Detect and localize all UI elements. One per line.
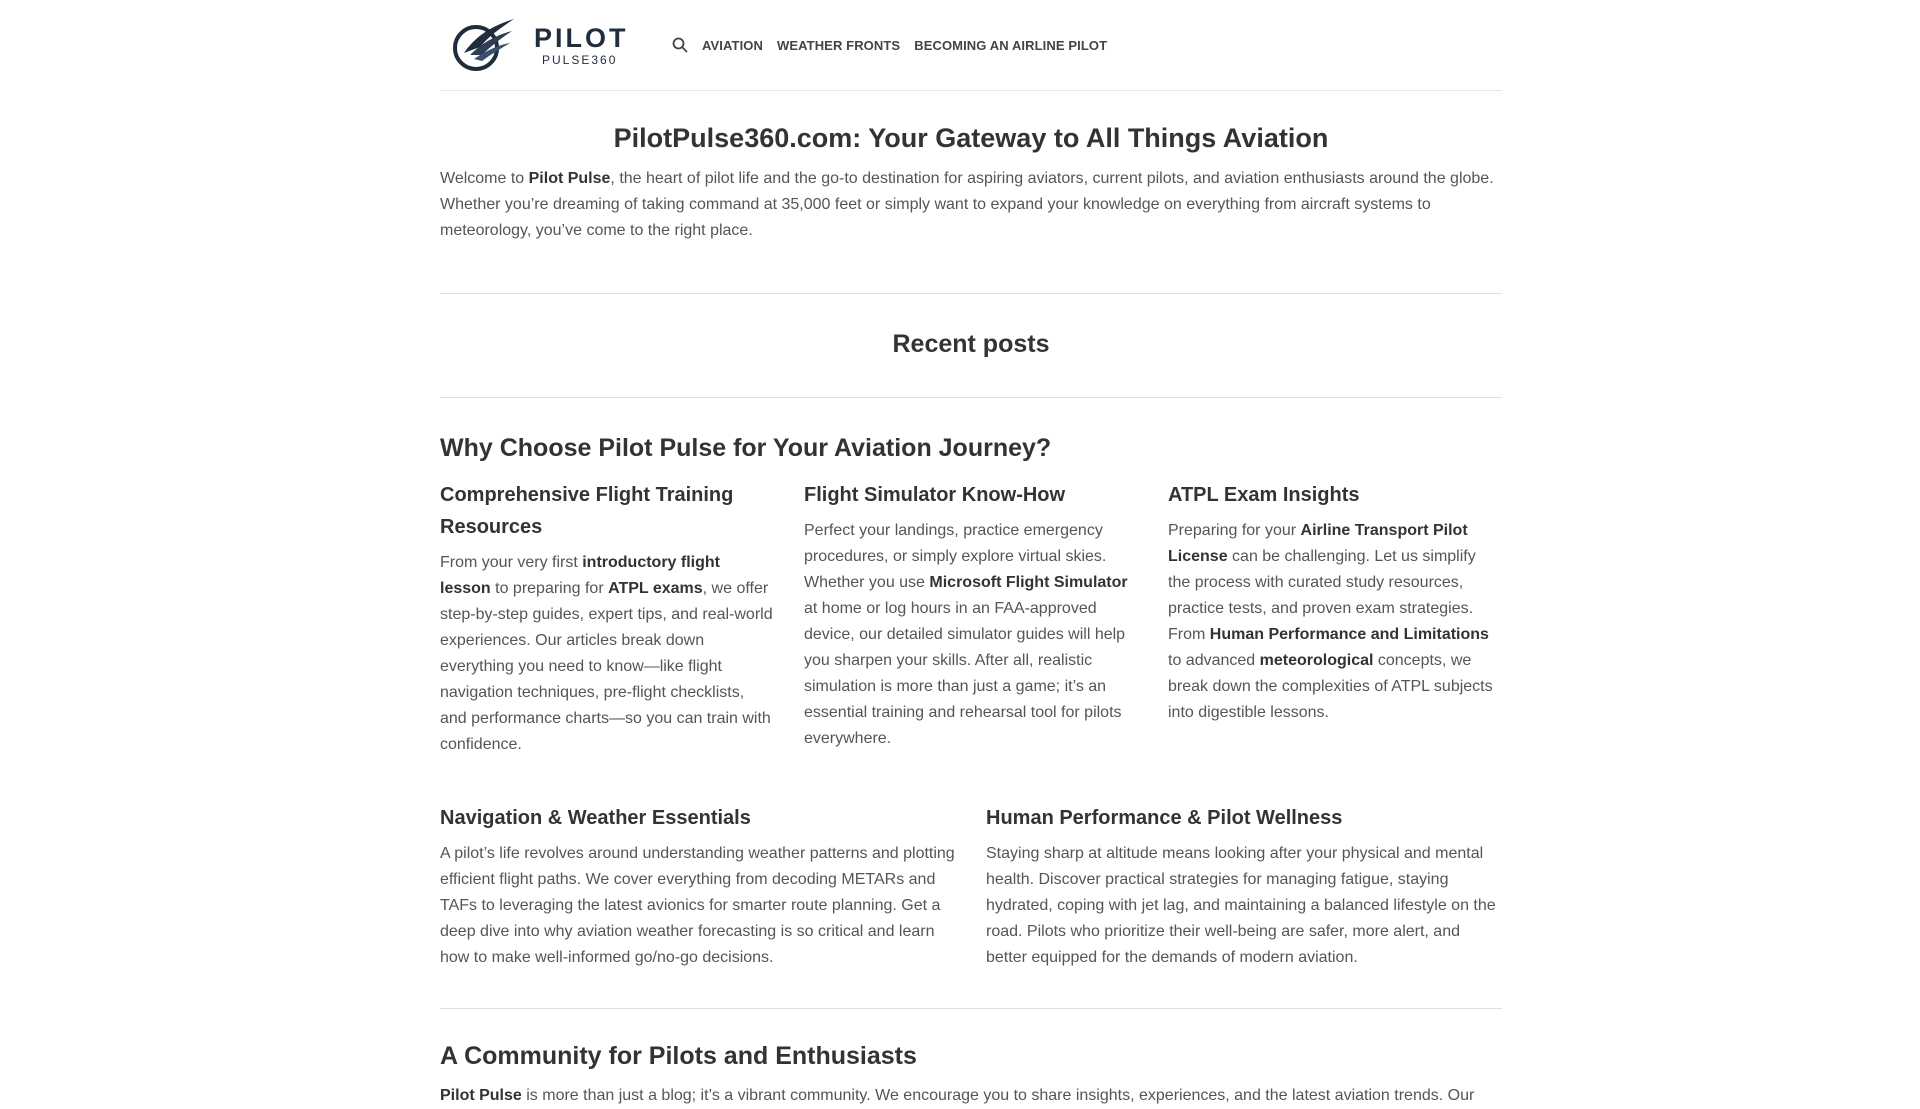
feature-body [1168,518,1502,726]
text-run: , the heart of pilot life and the go-to destination for aspiring aviators, current pilots, and aviation enthusiasts around the globe. Whether you’re dreaming of taking command at 35,000 feet or simply want to expand your knowledge on everything from aircraft systems to meteorology, you’ve come to the right place. [440,170,1494,239]
search-icon[interactable] [672,37,688,53]
page-container [440,0,1502,1109]
feature-body [440,841,956,971]
feature-card [804,479,1138,758]
text-run: Welcome to [440,170,529,187]
page-title: PilotPulse360.com: Your Gateway to All Things Aviation [613,123,1329,153]
logo-title: PILOT [534,22,629,53]
feature-title: Comprehensive Flight Training Resources [440,484,734,538]
text-run: Perfect your landings, practice emergency procedures, or simply explore virtual skies. Whether you use [804,522,1107,591]
recent-posts-heading: Recent posts [892,330,1050,358]
feature-title: Human Performance & Pilot Wellness [986,807,1343,829]
text-run: Staying sharp at altitude means looking after your physical and mental health. Discover practical strategies for managing fatigue, staying hydrated, coping with jet lag, and maintaining a balanced lifestyle on the road. Pilots who prioritize their well-being are safer, more alert, and better equipped for the demands of modern aviation. [986,845,1496,966]
feature-title: ATPL Exam Insights [1168,484,1360,506]
why-choose-heading: Why Choose Pilot Pulse for Your Aviation Journey? [440,434,1052,462]
feature-card [1168,479,1502,758]
section-divider [440,293,1502,294]
wing-logo-icon [450,17,516,73]
features-row-2 [440,802,1502,971]
emphasis-text: Microsoft Flight Simulator [929,574,1128,591]
emphasis-text: Airline Transport Pilot License [1168,522,1468,565]
text-run: to preparing for [490,580,609,597]
site-header [440,0,1502,91]
text-run: concepts, we break down the complexities of ATPL subjects into digestible lessons. [1168,652,1493,721]
feature-body [986,841,1502,971]
emphasis-text: ATPL exams [608,580,703,597]
feature-title: Navigation & Weather Essentials [440,807,751,829]
feature-card [440,802,956,971]
emphasis-text: Human Performance and Limitations [1209,626,1489,643]
main-nav [672,37,1121,53]
community-paragraph [440,1083,1502,1109]
text-run: , we offer step-by-step guides, expert tips, and real-world experiences. Our articles break down everything you need to know—like flight navigation techniques, pre-flight checklists, and performance charts—so you can train with confidence. [440,580,773,753]
emphasis-text: Pilot Pulse [528,170,611,187]
text-run: can be challenging. Let us simplify the process with curated study resources, practice tests, and proven exam strategies. From [1168,548,1476,643]
feature-title: Flight Simulator Know-How [804,484,1066,506]
emphasis-text: Pilot Pulse [440,1087,522,1104]
section-divider [440,397,1502,398]
feature-card [440,479,774,758]
features-row-1 [440,479,1502,758]
intro-paragraph [440,166,1502,244]
feature-card [986,802,1502,971]
text-run: is more than just a blog; it’s a vibrant community. We encourage you to share insights, experiences, and the latest aviation trends. Our [521,1087,1475,1104]
text-run: at home or log hours in an FAA-approved device, our detailed simulator guides will help you sharpen your skills. After all, realistic simulation is more than just a game; it’s an essential training and rehearsal tool for pilots everywhere. [804,600,1126,747]
text-run: Preparing for your [1168,522,1301,539]
feature-body [440,550,774,758]
emphasis-text: introductory flight lesson [440,554,720,597]
site-logo[interactable] [440,17,672,73]
text-run: to advanced [1168,652,1260,669]
text-run: From your very first [440,554,583,571]
community-heading: A Community for Pilots and Enthusiasts [440,1042,917,1070]
nav-item-weather-fronts[interactable]: WEATHER FRONTS [776,37,901,53]
section-divider [440,1008,1502,1009]
feature-body [804,518,1138,752]
text-run: A pilot’s life revolves around understanding weather patterns and plotting efficient flight paths. We cover everything from decoding METARs and TAFs to leveraging the latest avionics for smarter route planning. Get a deep dive into why aviation weather forecasting is so critical and learn how to make well-informed go/no-go decisions. [440,845,955,966]
nav-item-becoming-airline-pilot[interactable]: BECOMING AN AIRLINE PILOT [914,37,1108,53]
emphasis-text: meteorological [1259,652,1374,669]
logo-subtitle: PULSE360 [542,52,618,67]
nav-item-aviation[interactable]: AVIATION [702,37,763,53]
